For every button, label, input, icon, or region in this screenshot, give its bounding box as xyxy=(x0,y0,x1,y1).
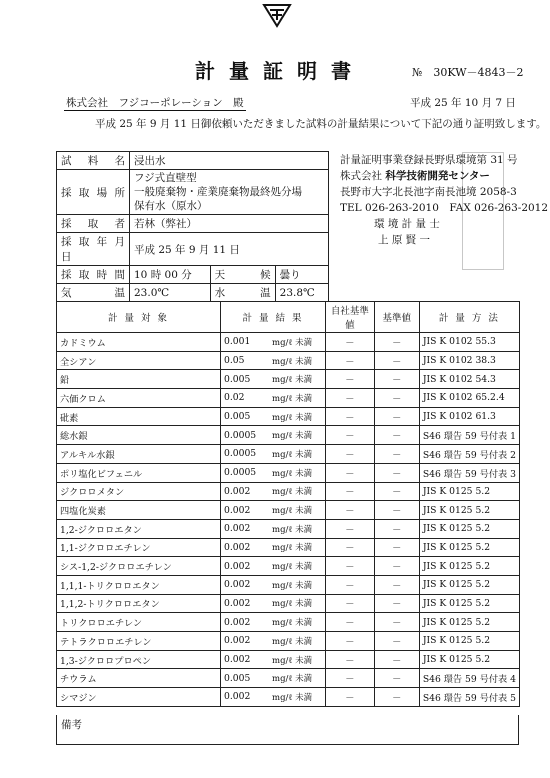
result-unit: mg/ℓ 未満 xyxy=(269,501,326,520)
result-unit: mg/ℓ 未満 xyxy=(269,333,326,352)
sample-info-table xyxy=(56,151,329,302)
result-item-name: 総水銀 xyxy=(57,426,221,445)
result-standard: － xyxy=(374,445,419,464)
certificate-number: № 30KW－4843－2 xyxy=(412,66,524,79)
header-own-standard: 自社基準値 xyxy=(326,302,375,333)
result-standard: － xyxy=(374,669,419,688)
result-method: JIS K 0125 5.2 xyxy=(419,557,519,576)
result-standard: － xyxy=(374,650,419,669)
result-item-name: 全シアン xyxy=(57,351,221,370)
registration-number: 計量証明事業登録長野県環境第 31 号 xyxy=(340,154,518,166)
result-value: 0.002 xyxy=(221,650,270,669)
result-method: JIS K 0125 5.2 xyxy=(419,613,519,632)
result-method: JIS K 0125 5.2 xyxy=(419,519,519,538)
result-standard: － xyxy=(374,613,419,632)
result-own-standard: － xyxy=(326,370,375,389)
result-method: S46 環告 59 号付表 4 xyxy=(419,669,519,688)
info-row-place xyxy=(57,170,329,215)
result-method: JIS K 0125 5.2 xyxy=(419,538,519,557)
result-item-name: ジクロロメタン xyxy=(57,482,221,501)
table-row xyxy=(57,688,520,707)
table-row xyxy=(57,594,520,613)
air-temp-label: 気 温 xyxy=(57,284,130,302)
header-method: 計 量 方 法 xyxy=(419,302,519,333)
place-line-1: フジ式直壁型 xyxy=(134,172,197,184)
table-row xyxy=(57,445,520,464)
sample-value: 浸出水 xyxy=(130,152,329,170)
result-value: 0.005 xyxy=(221,407,270,426)
result-value: 0.001 xyxy=(221,333,270,352)
header-standard: 基準値 xyxy=(374,302,419,333)
company-prefix: 株式会社 xyxy=(340,170,382,182)
result-own-standard: － xyxy=(326,389,375,408)
table-row xyxy=(57,370,520,389)
place-label: 採 取 場 所 xyxy=(57,170,130,215)
result-value: 0.0005 xyxy=(221,463,270,482)
result-item-name: トリクロロエチレン xyxy=(57,613,221,632)
result-own-standard: － xyxy=(326,333,375,352)
collector-value: 若林（弊社） xyxy=(130,215,329,233)
document-title: 計量証明書 xyxy=(195,59,365,83)
result-item-name: 砒素 xyxy=(57,407,221,426)
table-row xyxy=(57,519,520,538)
result-standard: － xyxy=(374,519,419,538)
table-row xyxy=(57,482,520,501)
result-method: JIS K 0125 5.2 xyxy=(419,632,519,651)
result-own-standard: － xyxy=(326,482,375,501)
info-row-time xyxy=(57,266,329,284)
result-unit: mg/ℓ 未満 xyxy=(269,557,326,576)
result-standard: － xyxy=(374,333,419,352)
result-own-standard: － xyxy=(326,407,375,426)
result-value: 0.002 xyxy=(221,632,270,651)
result-own-standard: － xyxy=(326,632,375,651)
result-standard: － xyxy=(374,594,419,613)
result-unit: mg/ℓ 未満 xyxy=(269,632,326,651)
table-row xyxy=(57,575,520,594)
result-item-name: 1,1,1-トリクロロエタン xyxy=(57,575,221,594)
result-method: S46 環告 59 号付表 5 xyxy=(419,688,519,707)
result-item-name: シス-1,2-ジクロロエチレン xyxy=(57,557,221,576)
table-row xyxy=(57,650,520,669)
result-value: 0.002 xyxy=(221,557,270,576)
result-value: 0.002 xyxy=(221,519,270,538)
result-unit: mg/ℓ 未満 xyxy=(269,445,326,464)
result-standard: － xyxy=(374,370,419,389)
table-row xyxy=(57,333,520,352)
result-standard: － xyxy=(374,426,419,445)
table-row xyxy=(57,669,520,688)
result-item-name: テトラクロロエチレン xyxy=(57,632,221,651)
result-value: 0.02 xyxy=(221,389,270,408)
place-line-3: 保有水（原水） xyxy=(134,200,208,212)
result-method: JIS K 0102 65.2.4 xyxy=(419,389,519,408)
result-value: 0.005 xyxy=(221,370,270,389)
table-row xyxy=(57,407,520,426)
result-item-name: 1,2-ジクロロエタン xyxy=(57,519,221,538)
result-unit: mg/ℓ 未満 xyxy=(269,669,326,688)
result-item-name: ポリ塩化ビフェニル xyxy=(57,463,221,482)
result-method: JIS K 0125 5.2 xyxy=(419,575,519,594)
issuer-block xyxy=(340,152,548,248)
time-label: 採 取 時 間 xyxy=(57,266,130,284)
result-standard: － xyxy=(374,389,419,408)
result-value: 0.0005 xyxy=(221,445,270,464)
result-unit: mg/ℓ 未満 xyxy=(269,426,326,445)
issuer-tel-fax: TEL 026-263-2010 FAX 026-263-2012 xyxy=(340,202,549,214)
issuer-company xyxy=(340,168,548,184)
result-own-standard: － xyxy=(326,501,375,520)
time-value: 10 時 00 分 xyxy=(130,266,211,284)
issuer-address: 長野市大字北長池字南長池境 2058-3 xyxy=(340,186,517,198)
result-value: 0.002 xyxy=(221,688,270,707)
result-unit: mg/ℓ 未満 xyxy=(269,407,326,426)
place-line-2: 一般廃棄物・産業廃棄物最終処分場 xyxy=(134,186,302,198)
result-item-name: 六価クロム xyxy=(57,389,221,408)
result-value: 0.002 xyxy=(221,613,270,632)
result-unit: mg/ℓ 未満 xyxy=(269,519,326,538)
result-own-standard: － xyxy=(326,688,375,707)
result-unit: mg/ℓ 未満 xyxy=(269,688,326,707)
result-item-name: シマジン xyxy=(57,688,221,707)
result-method: S46 環告 59 号付表 3 xyxy=(419,463,519,482)
result-unit: mg/ℓ 未満 xyxy=(269,650,326,669)
result-own-standard: － xyxy=(326,538,375,557)
result-standard: － xyxy=(374,407,419,426)
result-own-standard: － xyxy=(326,463,375,482)
result-method: JIS K 0125 5.2 xyxy=(419,594,519,613)
result-value: 0.002 xyxy=(221,538,270,557)
result-own-standard: － xyxy=(326,519,375,538)
issuer-name: 上 原 賢 一 xyxy=(378,234,431,246)
result-standard: － xyxy=(374,482,419,501)
result-unit: mg/ℓ 未満 xyxy=(269,389,326,408)
result-unit: mg/ℓ 未満 xyxy=(269,538,326,557)
remarks-label: 備考 xyxy=(61,719,82,731)
info-row-date xyxy=(57,233,329,266)
header-result: 計 量 結 果 xyxy=(221,302,326,333)
table-row xyxy=(57,557,520,576)
result-own-standard: － xyxy=(326,613,375,632)
info-row-temp xyxy=(57,284,329,302)
results-table xyxy=(56,301,520,707)
result-own-standard: － xyxy=(326,575,375,594)
result-unit: mg/ℓ 未満 xyxy=(269,613,326,632)
result-standard: － xyxy=(374,575,419,594)
result-own-standard: － xyxy=(326,594,375,613)
result-own-standard: － xyxy=(326,650,375,669)
result-unit: mg/ℓ 未満 xyxy=(269,370,326,389)
result-own-standard: － xyxy=(326,557,375,576)
result-unit: mg/ℓ 未満 xyxy=(269,351,326,370)
collector-label: 採 取 者 xyxy=(57,215,130,233)
weather-label: 天 候 xyxy=(210,266,275,284)
result-value: 0.05 xyxy=(221,351,270,370)
collection-date-label: 採 取 年 月 日 xyxy=(57,233,130,266)
result-standard: － xyxy=(374,688,419,707)
result-item-name: 1,1-ジクロロエチレン xyxy=(57,538,221,557)
water-temp-label: 水 温 xyxy=(210,284,275,302)
result-standard: － xyxy=(374,557,419,576)
result-unit: mg/ℓ 未満 xyxy=(269,594,326,613)
result-item-name: アルキル水銀 xyxy=(57,445,221,464)
result-standard: － xyxy=(374,538,419,557)
result-value: 0.002 xyxy=(221,482,270,501)
result-value: 0.0005 xyxy=(221,426,270,445)
table-row xyxy=(57,351,520,370)
header-item: 計 量 対 象 xyxy=(57,302,221,333)
table-row xyxy=(57,426,520,445)
table-row xyxy=(57,463,520,482)
sample-label: 試 料 名 xyxy=(57,152,130,170)
result-own-standard: － xyxy=(326,351,375,370)
recipient: 株式会社 フジコーポレーション 殿 xyxy=(66,97,244,109)
intro-text: 平成 25 年 9 月 11 日御依頼いただきました試料の計量結果について下記の通り証明致します。 xyxy=(95,118,547,130)
table-row xyxy=(57,632,520,651)
result-method: JIS K 0125 5.2 xyxy=(419,650,519,669)
result-standard: － xyxy=(374,632,419,651)
info-row-sample xyxy=(57,152,329,170)
water-temp-value: 23.8℃ xyxy=(275,284,328,302)
company-name: 科学技術開発センター xyxy=(385,170,490,182)
result-item-name: チウラム xyxy=(57,669,221,688)
result-value: 0.002 xyxy=(221,501,270,520)
air-temp-value: 23.0℃ xyxy=(130,284,211,302)
issuer-role: 環 境 計 量 士 xyxy=(374,218,440,230)
result-unit: mg/ℓ 未満 xyxy=(269,463,326,482)
result-method: JIS K 0125 5.2 xyxy=(419,501,519,520)
result-method: S46 環告 59 号付表 2 xyxy=(419,445,519,464)
result-standard: － xyxy=(374,501,419,520)
result-own-standard: － xyxy=(326,445,375,464)
collection-date-value: 平成 25 年 9 月 11 日 xyxy=(130,233,329,266)
result-own-standard: － xyxy=(326,669,375,688)
results-header-row xyxy=(57,302,520,333)
remarks-box xyxy=(56,715,519,745)
table-row xyxy=(57,538,520,557)
table-row xyxy=(57,389,520,408)
result-own-standard: － xyxy=(326,426,375,445)
result-value: 0.002 xyxy=(221,594,270,613)
table-row xyxy=(57,613,520,632)
result-method: JIS K 0102 38.3 xyxy=(419,351,519,370)
table-row xyxy=(57,501,520,520)
result-item-name: 1,1,2-トリクロロエタン xyxy=(57,594,221,613)
info-row-collector xyxy=(57,215,329,233)
result-standard: － xyxy=(374,351,419,370)
result-method: JIS K 0125 5.2 xyxy=(419,482,519,501)
place-value xyxy=(130,170,329,215)
result-method: JIS K 0102 55.3 xyxy=(419,333,519,352)
result-value: 0.002 xyxy=(221,575,270,594)
result-item-name: カドミウム xyxy=(57,333,221,352)
result-method: JIS K 0102 54.3 xyxy=(419,370,519,389)
result-item-name: 1,3-ジクロロプロペン xyxy=(57,650,221,669)
result-unit: mg/ℓ 未満 xyxy=(269,482,326,501)
result-standard: － xyxy=(374,463,419,482)
company-logo-icon xyxy=(262,2,292,28)
result-value: 0.005 xyxy=(221,669,270,688)
result-item-name: 四塩化炭素 xyxy=(57,501,221,520)
result-item-name: 鉛 xyxy=(57,370,221,389)
result-method: JIS K 0102 61.3 xyxy=(419,407,519,426)
result-method: S46 環告 59 号付表 1 xyxy=(419,426,519,445)
result-unit: mg/ℓ 未満 xyxy=(269,575,326,594)
weather-value: 曇り xyxy=(275,266,328,284)
issue-date: 平成 25 年 10 月 7 日 xyxy=(410,97,516,109)
